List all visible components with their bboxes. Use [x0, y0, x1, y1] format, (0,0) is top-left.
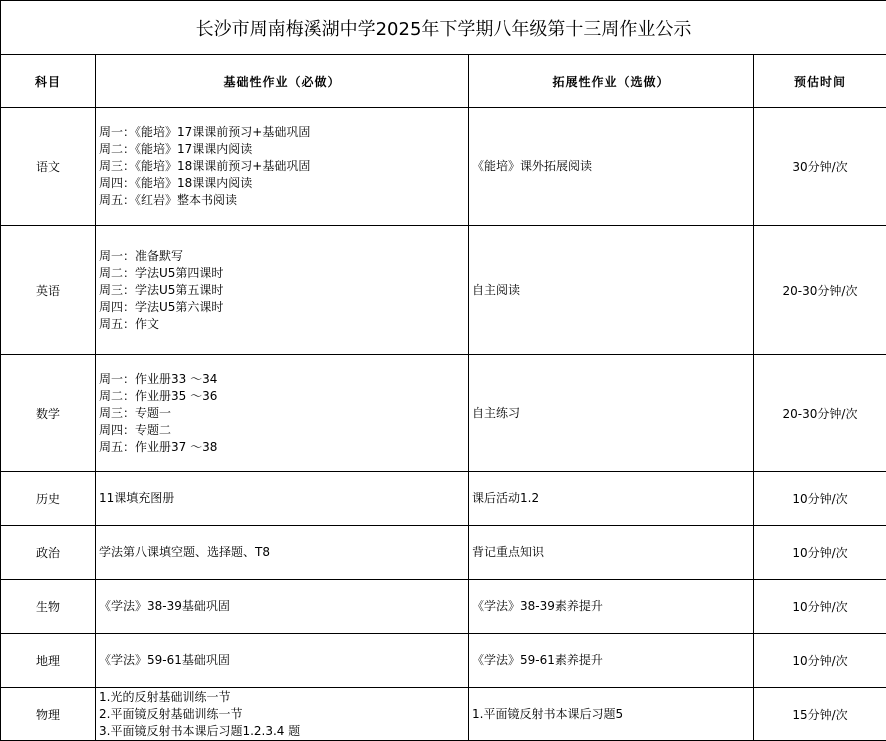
extended-homework-cell: [469, 634, 754, 688]
basic-homework-line: 周一：《能培》17课课前预习+基础巩固: [99, 125, 311, 139]
extended-homework-cell: [469, 580, 754, 634]
time-cell: 10分钟/次: [754, 472, 886, 526]
extended-homework-cell: [469, 526, 754, 580]
subject-cell: 语文: [1, 108, 96, 226]
basic-homework-line: 周二：《能培》17课课内阅读: [99, 142, 253, 156]
extended-homework-cell: [469, 355, 754, 472]
basic-homework-line: 周四：专题二: [99, 422, 172, 437]
subject-cell: 生物: [1, 580, 96, 634]
extended-homework-line: 自主阅读: [472, 282, 521, 297]
table-row: [1, 355, 886, 472]
basic-homework-line: 《学法》59-61基础巩固: [99, 653, 230, 667]
basic-homework-line: 周三：《能培》18课课前预习+基础巩固: [99, 159, 311, 173]
basic-homework-line: 周三：学法U5第五课时: [99, 282, 224, 297]
page-title: 长沙市周南梅溪湖中学2025年下学期八年级第十三周作业公示: [1, 1, 886, 55]
basic-homework-cell: [96, 355, 469, 472]
table-row: [1, 226, 886, 355]
time-cell: 30分钟/次: [754, 108, 886, 226]
basic-homework-cell: [96, 688, 469, 741]
basic-homework-cell: [96, 580, 469, 634]
extended-homework-cell: [469, 472, 754, 526]
basic-homework-line: 《学法》38-39基础巩固: [99, 599, 230, 613]
title-row: [1, 1, 886, 55]
subject-cell: 物理: [1, 688, 96, 741]
basic-homework-line: 1.光的反射基础训练一节: [99, 689, 231, 704]
time-cell: 20-30分钟/次: [754, 355, 886, 472]
basic-homework-line: 3.平面镜反射书本课后习题1.2.3.4 题: [99, 723, 301, 738]
extended-homework-cell: [469, 226, 754, 355]
table-row: [1, 580, 886, 634]
table-body: [1, 108, 886, 741]
basic-homework-line: 周一：准备默写: [99, 248, 184, 263]
time-cell: 10分钟/次: [754, 634, 886, 688]
basic-homework-line: 11课填充图册: [99, 491, 175, 505]
extended-homework-cell: [469, 108, 754, 226]
basic-homework-line: 周二：作业册35 ～36: [99, 388, 218, 403]
basic-homework-line: 周五：作文: [99, 316, 160, 331]
extended-homework-line: 《学法》59-61素养提升: [472, 653, 603, 667]
extended-homework-line: 背记重点知识: [472, 545, 545, 559]
extended-homework-line: 《学法》38-39素养提升: [472, 599, 603, 613]
extended-homework-cell: [469, 688, 754, 741]
basic-homework-line: 周五：作业册37 ～38: [99, 439, 218, 454]
table-row: [1, 108, 886, 226]
basic-homework-cell: [96, 472, 469, 526]
header-extended: 拓展性作业（选做）: [469, 55, 754, 108]
table-row: [1, 526, 886, 580]
subject-cell: 政治: [1, 526, 96, 580]
header-basic: 基础性作业（必做）: [96, 55, 469, 108]
basic-homework-cell: [96, 108, 469, 226]
extended-homework-line: 自主练习: [472, 405, 521, 420]
header-subject: 科目: [1, 55, 96, 108]
table-row: [1, 472, 886, 526]
basic-homework-line: 周一：作业册33 ～34: [99, 371, 218, 386]
time-cell: 15分钟/次: [754, 688, 886, 741]
basic-homework-line: 周三：专题一: [99, 405, 172, 420]
subject-cell: 地理: [1, 634, 96, 688]
table-row: [1, 688, 886, 741]
extended-homework-line: 1.平面镜反射书本课后习题5: [472, 706, 624, 721]
header-row: [1, 55, 886, 108]
subject-cell: 数学: [1, 355, 96, 472]
time-cell: 20-30分钟/次: [754, 226, 886, 355]
basic-homework-line: 2.平面镜反射基础训练一节: [99, 706, 243, 721]
extended-homework-line: 《能培》课外拓展阅读: [472, 159, 593, 173]
basic-homework-line: 周四：《能培》18课课内阅读: [99, 176, 253, 190]
basic-homework-cell: [96, 226, 469, 355]
extended-homework-line: 课后活动1.2: [472, 491, 540, 505]
basic-homework-line: 周五：《红岩》整本书阅读: [99, 193, 238, 207]
header-time: 预估时间: [754, 55, 886, 108]
basic-homework-line: 周二：学法U5第四课时: [99, 265, 224, 280]
time-cell: 10分钟/次: [754, 580, 886, 634]
subject-cell: 历史: [1, 472, 96, 526]
time-cell: 10分钟/次: [754, 526, 886, 580]
basic-homework-cell: [96, 634, 469, 688]
basic-homework-line: 周四：学法U5第六课时: [99, 299, 224, 314]
basic-homework-cell: [96, 526, 469, 580]
table-row: [1, 634, 886, 688]
basic-homework-line: 学法第八课填空题、选择题、T8: [99, 545, 270, 559]
subject-cell: 英语: [1, 226, 96, 355]
